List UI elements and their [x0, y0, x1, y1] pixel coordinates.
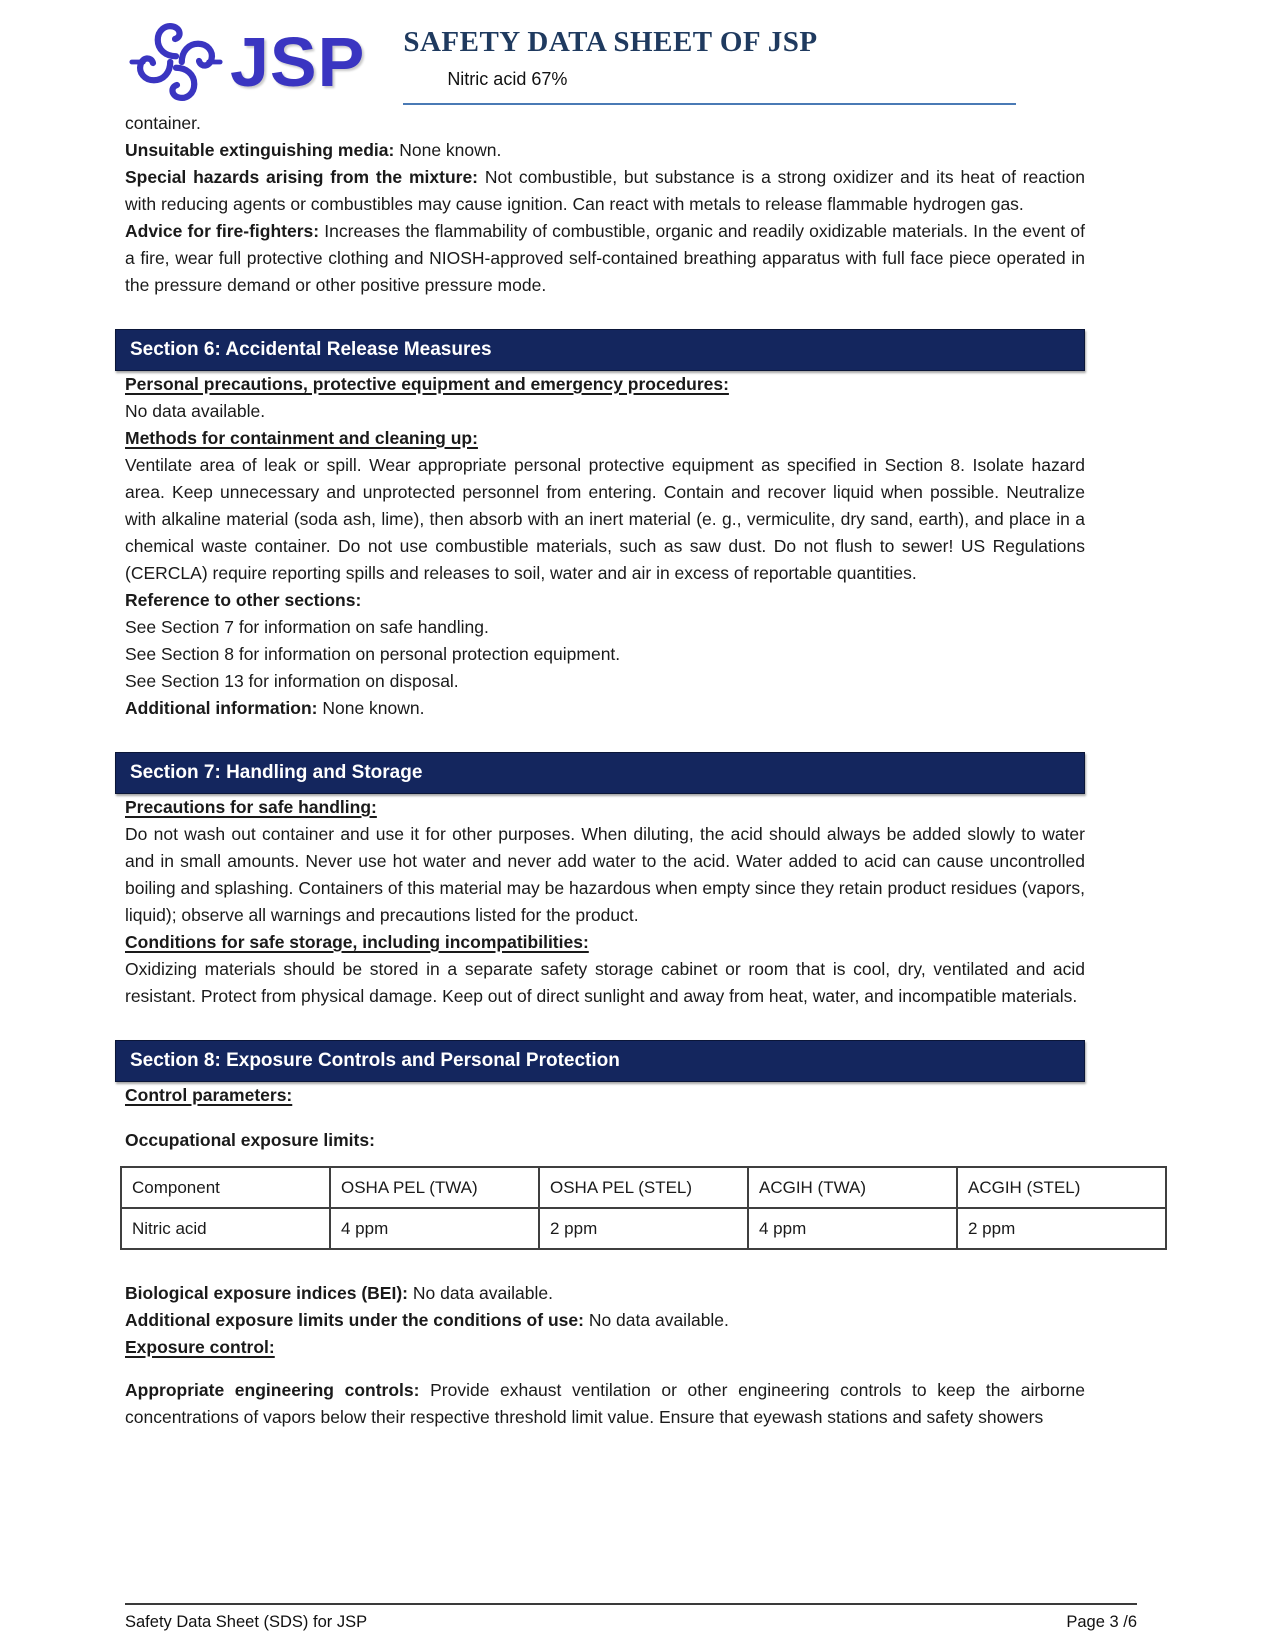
safe-storage-heading: Conditions for safe storage, including incompatibilities: [125, 932, 589, 952]
safe-handling-text: Do not wash out container and use it for other purposes. When diluting, the acid should always be added slowly to water and in small amounts. Never use hot water and never add water to the acid. Water added to acid can cause uncontrolled boiling and splashing. Containers of this material may be hazardous when empty since they retain product residues (vapors, liquid); observe all warnings and precautions listed for the product. [125, 824, 1085, 925]
reference-line-3: See Section 13 for information on disposal. [125, 671, 459, 691]
table-cell-component: Nitric acid [121, 1208, 330, 1249]
occupational-limits-heading: Occupational exposure limits: [125, 1130, 375, 1150]
engineering-controls-paragraph [125, 1377, 1085, 1431]
page-footer [125, 1603, 1137, 1632]
section-8-title: Section 8: Exposure Controls and Personal Protection [130, 1050, 620, 1071]
table-header-osha-twa: OSHA PEL (TWA) [330, 1167, 539, 1208]
section-6-title: Section 6: Accidental Release Measures [130, 339, 492, 360]
personal-precautions-heading: Personal precautions, protective equipment and emergency procedures: [125, 374, 729, 394]
bei-line [125, 1280, 1085, 1307]
table-header-acgih-twa: ACGIH (TWA) [748, 1167, 957, 1208]
unsuitable-media-label: Unsuitable extinguishing media: [125, 140, 395, 160]
table-header-osha-stel: OSHA PEL (STEL) [539, 1167, 748, 1208]
reference-line-1: See Section 7 for information on safe handling. [125, 617, 489, 637]
reference-sections-heading: Reference to other sections: [125, 590, 362, 610]
engineering-controls-label: Appropriate engineering controls: [125, 1380, 420, 1400]
additional-information-text: None known. [322, 698, 425, 718]
firefighter-advice-label: Advice for fire-fighters: [125, 221, 320, 241]
page-header [0, 0, 1275, 110]
header-title-block [403, 14, 1016, 105]
bei-text: No data available. [412, 1283, 553, 1303]
exposure-limits-table [120, 1166, 1167, 1250]
section-6-header-bar [115, 329, 1085, 371]
jsp-logo-text: JSP [230, 23, 366, 101]
section-7-header-bar [115, 752, 1085, 794]
jsp-logo [128, 14, 365, 110]
firefighter-advice-text: Increases the flammability of combustible, organic and readily oxidizable materials. In the event of a fire, wear full protective clothing and NIOSH-approved self-contained breathing apparatus with full face piece operated in the pressure demand or other positive pressure mode. [125, 221, 1085, 295]
reference-line-2: See Section 8 for information on personal protection equipment. [125, 644, 621, 664]
unsuitable-media-text: None known. [399, 140, 502, 160]
table-cell-osha-stel: 2 ppm [539, 1208, 748, 1249]
containment-methods-heading: Methods for containment and cleaning up: [125, 428, 478, 448]
special-hazards-text: Not combustible, but substance is a strong oxidizer and its heat of reaction with reducing agents or combustibles may cause ignition. Can react with metals to release flammable hydrogen gas. [125, 167, 1085, 214]
special-hazards-paragraph [125, 164, 1085, 218]
jsp-emblem-icon [128, 14, 224, 110]
table-cell-acgih-twa: 4 ppm [748, 1208, 957, 1249]
additional-limits-label: Additional exposure limits under the conditions of use: [125, 1310, 584, 1330]
engineering-controls-text: Provide exhaust ventilation or other engineering controls to keep the airborne concentrations of vapors below their respective threshold limit value. Ensure that eyewash stations and safety showers [125, 1380, 1085, 1427]
safe-storage-text: Oxidizing materials should be stored in a separate safety storage cabinet or room that is cool, dry, ventilated and acid resistant. Protect from physical damage. Keep out of direct sunlight and away from heat, water, and incompatible materials. [125, 959, 1085, 1006]
unsuitable-media-line [125, 137, 1085, 164]
additional-information-label: Additional information: [125, 698, 318, 718]
page-title: SAFETY DATA SHEET OF JSP [403, 26, 818, 58]
containment-methods-text: Ventilate area of leak or spill. Wear appropriate personal protective equipment as specified in Section 8. Isolate hazard area. Keep unnecessary and unprotected personnel from entering. Contain and recover liquid when possible. Neutralize with alkaline material (soda ash, lime), then absorb with an inert material (e. g., vermiculite, dry sand, earth), and place in a chemical waste container. Do not use combustible materials, such as saw dust. Do not flush to sewer! US Regulations (CERCLA) require reporting spills and releases to soil, water and air in excess of reportable quantities. [125, 455, 1085, 583]
table-row [121, 1208, 1166, 1249]
header-rule [403, 103, 1016, 105]
additional-limits-line [125, 1307, 1085, 1334]
personal-precautions-text: No data available. [125, 401, 266, 421]
footer-document-name: Safety Data Sheet (SDS) for JSP [125, 1613, 368, 1631]
table-cell-osha-twa: 4 ppm [330, 1208, 539, 1249]
bei-label: Biological exposure indices (BEI): [125, 1283, 408, 1303]
additional-limits-text: No data available. [588, 1310, 729, 1330]
table-header-row [121, 1167, 1166, 1208]
document-body [125, 110, 1085, 1431]
exposure-control-heading: Exposure control: [125, 1337, 275, 1357]
additional-information-line [125, 695, 1085, 722]
special-hazards-label: Special hazards arising from the mixture: [125, 167, 479, 187]
control-parameters-heading: Control parameters: [125, 1085, 293, 1105]
section-7-title: Section 7: Handling and Storage [130, 762, 423, 783]
product-name: Nitric acid 67% [447, 69, 568, 89]
carryover-line: container. [125, 113, 201, 133]
firefighter-advice-paragraph [125, 218, 1085, 299]
table-header-acgih-stel: ACGIH (STEL) [957, 1167, 1166, 1208]
section-8-header-bar [115, 1040, 1085, 1082]
safe-handling-heading: Precautions for safe handling: [125, 797, 377, 817]
table-header-component: Component [121, 1167, 330, 1208]
table-cell-acgih-stel: 2 ppm [957, 1208, 1166, 1249]
footer-page-number: Page 3 /6 [1066, 1613, 1137, 1631]
